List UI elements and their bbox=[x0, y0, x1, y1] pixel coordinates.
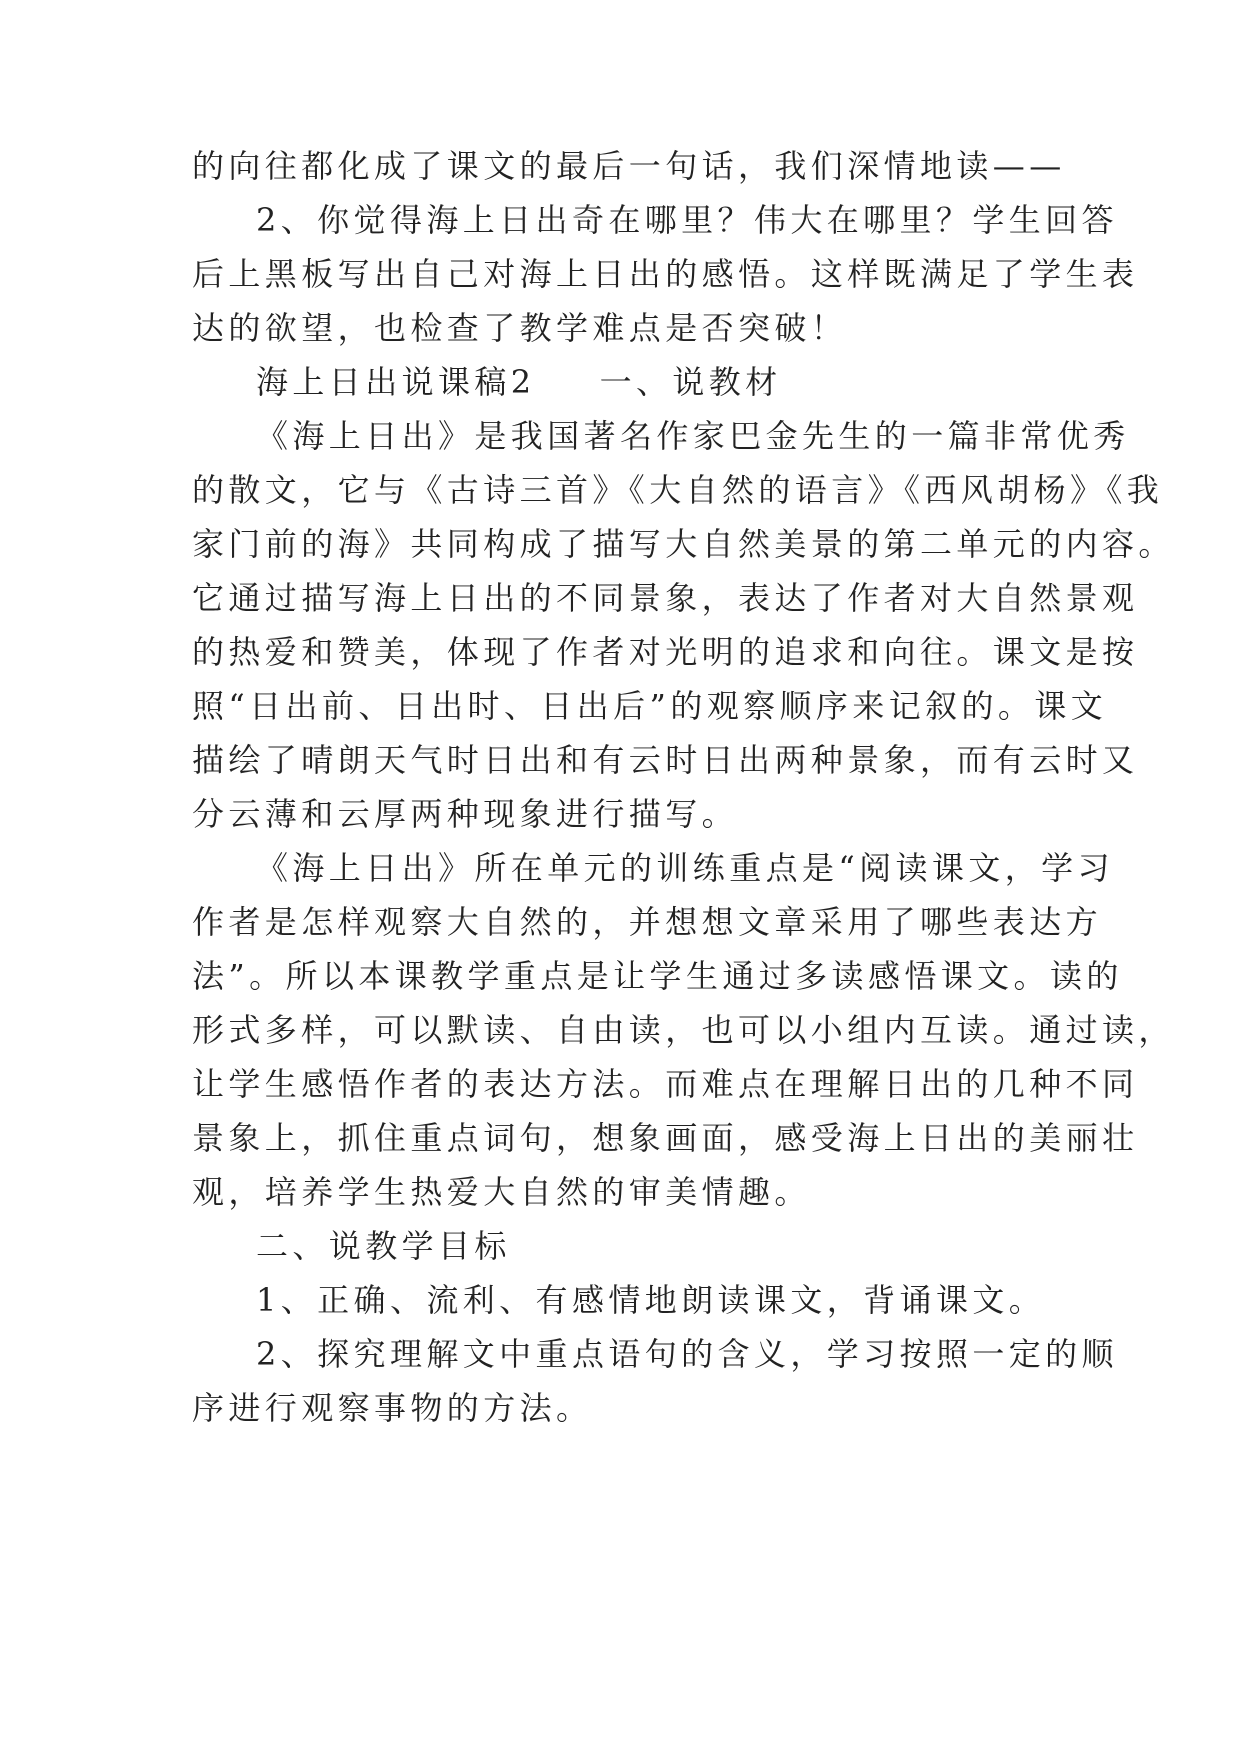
text-line: 形式多样，可以默读、自由读，也可以小组内互读。通过读， bbox=[192, 1011, 1175, 1049]
section-heading: 二、说教学目标 bbox=[256, 1227, 511, 1265]
text-line: 1、正确、流利、有感情地朗读课文，背诵课文。 bbox=[256, 1281, 1046, 1319]
text-line: 《海上日出》是我国著名作家巴金先生的一篇非常优秀 bbox=[256, 417, 1130, 455]
text-line: 2、探究理解文中重点语句的含义，学习按照一定的顺 bbox=[256, 1335, 1118, 1373]
section-heading: 一、说教材 bbox=[599, 363, 782, 401]
text-line: 分云薄和云厚两种现象进行描写。 bbox=[192, 795, 739, 833]
text-line: 的热爱和赞美，体现了作者对光明的追求和向往。课文是按 bbox=[192, 633, 1139, 671]
text-line: 2、你觉得海上日出奇在哪里？伟大在哪里？学生回答 bbox=[256, 201, 1118, 239]
text-line: 后上黑板写出自己对海上日出的感悟。这样既满足了学生表 bbox=[192, 255, 1139, 293]
text-line: 的向往都化成了课文的最后一句话，我们深情地读—— bbox=[192, 147, 1066, 185]
text-line: 《海上日出》所在单元的训练重点是“阅读课文，学习 bbox=[256, 849, 1114, 887]
text-line: 观，培养学生热爱大自然的审美情趣。 bbox=[192, 1173, 811, 1211]
text-line: 作者是怎样观察大自然的，并想想文章采用了哪些表达方 bbox=[192, 903, 1103, 941]
document-subtitle: 海上日出说课稿2 bbox=[256, 363, 536, 401]
body-text bbox=[192, 139, 1175, 1435]
text-line: 序进行观察事物的方法。 bbox=[192, 1389, 593, 1427]
text-line: 景象上，抓住重点词句，想象画面，感受海上日出的美丽壮 bbox=[192, 1119, 1139, 1157]
section-title-line bbox=[192, 355, 1052, 409]
text-line: 法”。所以本课教学重点是让学生通过多读感悟课文。读的 bbox=[192, 957, 1123, 995]
text-line: 达的欲望，也检查了教学难点是否突破！ bbox=[192, 309, 848, 347]
text-line: 描绘了晴朗天气时日出和有云时日出两种景象，而有云时又 bbox=[192, 741, 1139, 779]
text-line: 的散文，它与《古诗三首》《大自然的语言》《西风胡杨》《我 bbox=[192, 471, 1164, 509]
text-line: 它通过描写海上日出的不同景象，表达了作者对大自然景观 bbox=[192, 579, 1139, 617]
text-line: 照“日出前、日出时、日出后”的观察顺序来记叙的。课文 bbox=[192, 687, 1108, 725]
text-line: 让学生感悟作者的表达方法。而难点在理解日出的几种不同 bbox=[192, 1065, 1139, 1103]
text-line: 家门前的海》共同构成了描写大自然美景的第二单元的内容。 bbox=[192, 525, 1175, 563]
